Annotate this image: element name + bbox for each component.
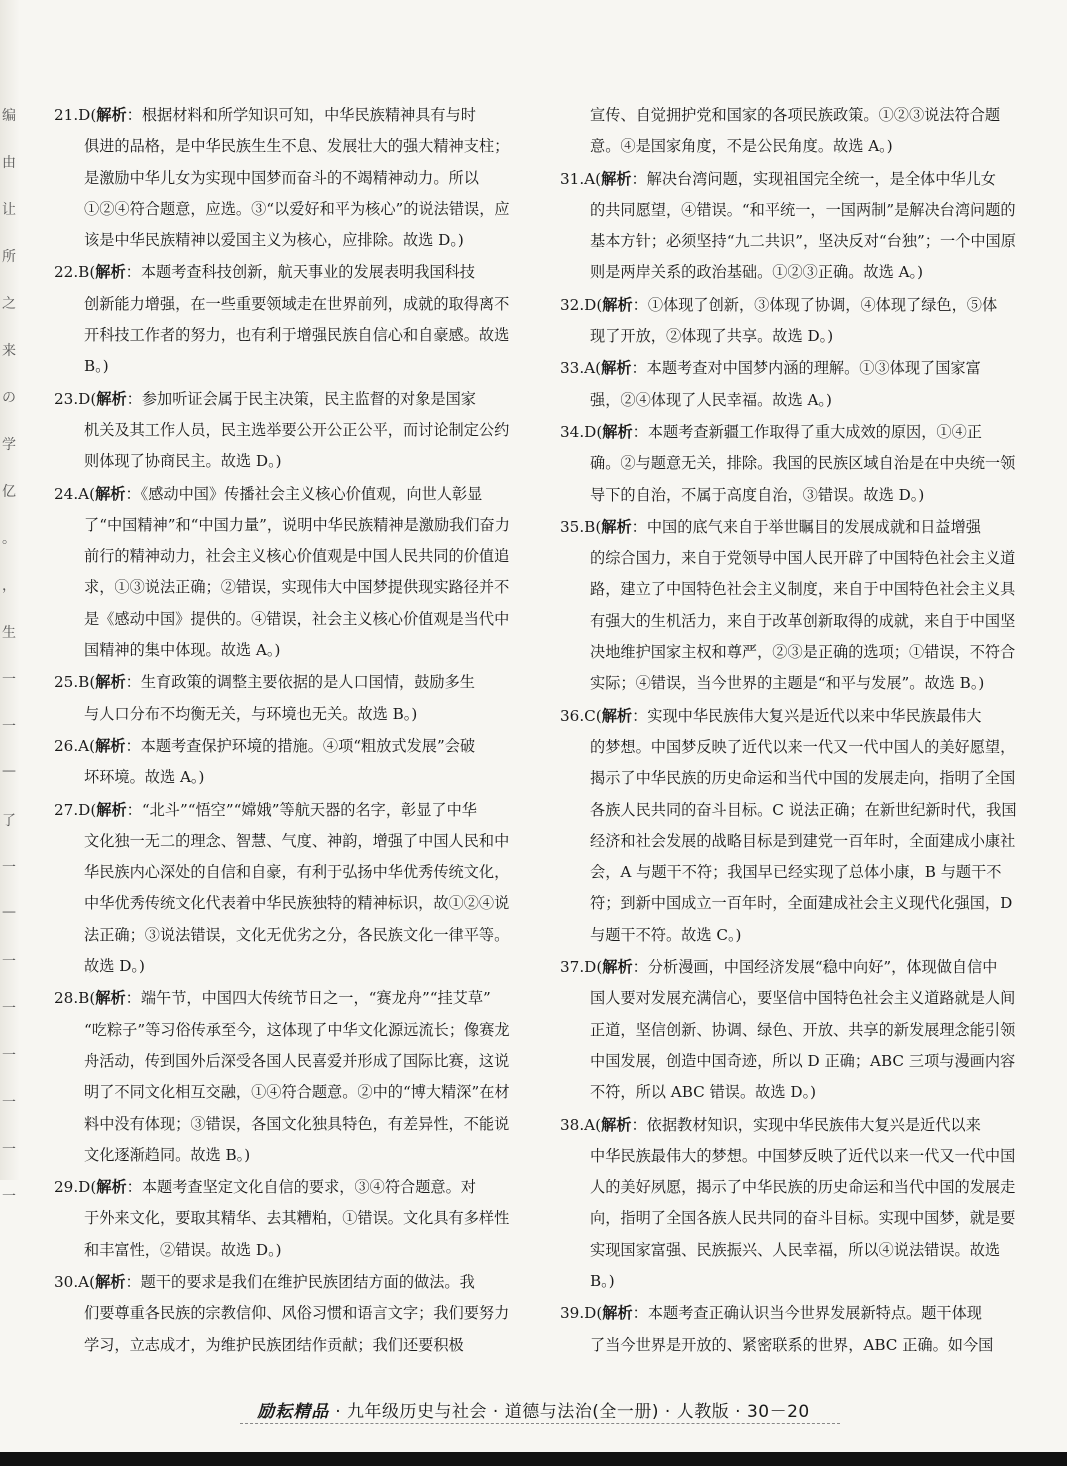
- question-number: 35.: [560, 517, 585, 536]
- footer-page-number: 30－20: [746, 1402, 810, 1422]
- edge-glyph: 一: [2, 1095, 16, 1111]
- analysis-text-continued: 的综合国力，来自于党领导中国人民开辟了中国特色社会主义道路，建立了中国特色社会主义制度，来自于中国特色社会主义具有强大的生机活力，来自于改革创新取得的成就，来自于中国坚决地维护国家主权和尊严，②③是正确的选项；①错误，不符合实际；④错误，当今世界的主题是“和平与发展”。故选 B。): [590, 549, 1016, 693]
- answer-item: [560, 701, 1022, 951]
- edge-glyph: 由: [2, 155, 16, 171]
- answer-item-first-line: [54, 100, 516, 131]
- question-number: 31.: [560, 169, 585, 188]
- analysis-text-continued: 了“中国精神”和“中国力量”，说明中华民族精神是激励我们奋力前行的精神动力，社会主义核心价值观是中国人民共同的价值追求，①③说法正确；②错误，实现伟大中国梦提供现实路径并不是《感动中国》提供的。④错误，社会主义核心价值观是当代中国精神的集中体现。故选 A。): [84, 515, 510, 660]
- analysis-text-lead: ：参加听证会属于民主决策，民主监督的对象是国家: [126, 389, 476, 408]
- edge-glyph: 一: [2, 719, 16, 735]
- analysis-text-lead: ：本题考查保护环境的措施。④项“粗放式发展”会破: [125, 736, 476, 755]
- edge-glyph: 一: [2, 1142, 16, 1158]
- answer-choice: A(: [78, 484, 96, 503]
- answer-item: [560, 1298, 1022, 1361]
- answer-item: [54, 983, 516, 1171]
- analysis-text-continued: 的共同愿望，④错误。“和平统一，一国两制”是解决台湾问题的基本方针；必须坚持“九二共识”，坚决反对“台独”；一个中国原则是两岸关系的政治基础。①②③正确。故选 A。): [590, 200, 1016, 282]
- analysis-label: 解析: [96, 106, 127, 124]
- analysis-text-lead: ：题干的要求是我们在维护民族团结方面的做法。我: [125, 1272, 475, 1291]
- analysis-text-continued: 们要尊重各民族的宗教信仰、风俗习惯和语言文字；我们要努力学习，立志成才，为维护民族团结作贡献；我们还要积极: [84, 1304, 510, 1354]
- question-number: 39.: [560, 1304, 585, 1323]
- analysis-label: 解析: [602, 1304, 633, 1323]
- analysis-label: 解析: [96, 800, 127, 819]
- answer-item-first-line: [54, 667, 516, 698]
- answer-item: [560, 100, 1022, 163]
- footer-brand: 励耘精品: [257, 1402, 330, 1422]
- answer-item: [560, 952, 1022, 1108]
- question-number: 36.: [560, 706, 585, 725]
- analysis-label: 解析: [601, 706, 633, 725]
- analysis-text-lead: ：实现中华民族伟大复兴是近代以来中华民族最伟大: [632, 706, 982, 725]
- edge-glyph: 一: [2, 1048, 16, 1064]
- analysis-text-lead: ：分析漫画，中国经济发展“稳中向好”，体现做自信中: [632, 958, 998, 977]
- footer-divider: [240, 1423, 840, 1424]
- analysis-text-continued: 中华民族最伟大的梦想。中国梦反映了近代以来一代又一代中国人的美好夙愿，揭示了中华民族的历史命运和当代中国的发展走向，指明了全国各族人民共同的奋斗目标。实现中国梦，就是要实现国家富强、民族振兴、人民幸福，所以④说法错误。故选 B。): [590, 1146, 1016, 1290]
- answer-item-first-line: [54, 1172, 516, 1203]
- edge-glyph: —: [2, 763, 16, 779]
- question-number: 32.: [560, 295, 585, 314]
- analysis-label: 解析: [95, 484, 126, 503]
- analysis-text-continued: 俱进的品格，是中华民族生生不息、发展壮大的强大精神支柱；是激励中华儿女为实现中国梦而奋斗的不竭精神动力。所以①②④符合题意，应选。③“以爱好和平为核心”的说法错误，应该是中华民族精神以爱国主义为核心，应排除。故选 D。): [84, 137, 510, 250]
- answer-item-first-line: [54, 384, 516, 415]
- analysis-label: 解析: [95, 989, 126, 1008]
- answer-choice: D(: [584, 958, 603, 977]
- analysis-label: 解析: [96, 1178, 127, 1197]
- answer-item-first-line: [560, 353, 1022, 384]
- answer-choice: A(: [78, 736, 96, 755]
- analysis-text-lead: ：端午节，中国四大传统节日之一，“赛龙舟”“挂艾草”: [125, 989, 491, 1008]
- analysis-text-continued: 与人口分布不均衡无关，与环境也无关。故选 B。): [84, 704, 418, 723]
- edge-glyph: ，: [2, 578, 16, 594]
- analysis-label: 解析: [602, 422, 633, 441]
- question-number: 27.: [54, 800, 79, 819]
- answer-choice: A(: [584, 1115, 602, 1134]
- answer-item: [54, 1267, 516, 1361]
- analysis-text-continued: 机关及其工作人员，民主选举要公开公正公平，而讨论制定公约则体现了协商民主。故选 D。): [84, 420, 510, 471]
- edge-glyph: 生: [2, 625, 16, 641]
- analysis-label: 解析: [601, 517, 632, 536]
- edge-glyph: —: [2, 904, 16, 920]
- answer-item: [54, 100, 516, 256]
- analysis-text-lead: ：解决台湾问题，实现祖国完全统一，是全体中华儿女: [631, 169, 996, 188]
- analysis-text-lead: ：本题考查对中国梦内涵的理解。①③体现了国家富: [631, 359, 981, 378]
- analysis-text-lead: ：生育政策的调整主要依据的是人口国情，鼓励多生: [125, 673, 475, 692]
- answer-column-right: [560, 100, 1022, 1362]
- answer-item-first-line: [54, 257, 516, 288]
- answer-item-first-line: [560, 164, 1022, 195]
- answer-choice: D(: [78, 389, 97, 408]
- answer-item: [54, 731, 516, 794]
- footer-separator: ·: [335, 1402, 342, 1422]
- answer-item-first-line: [560, 417, 1022, 448]
- answer-choice: B(: [78, 989, 96, 1008]
- question-number: 37.: [560, 958, 585, 977]
- edge-glyph: 亿: [2, 484, 16, 500]
- answer-choice: B(: [78, 263, 96, 282]
- footer-separator: ·: [664, 1402, 671, 1422]
- answer-item-first-line: [54, 1267, 516, 1298]
- answer-choice: D(: [78, 1178, 97, 1197]
- edge-glyph: 一: [2, 1189, 16, 1205]
- question-number: 22.: [54, 263, 79, 282]
- analysis-label: 解析: [95, 1272, 126, 1291]
- edge-glyph: の: [2, 390, 16, 406]
- analysis-text-continued: 文化独一无二的理念、智慧、气度、神韵，增强了中国人民和中华民族内心深处的自信和自豪，有利于弘扬中华优秀传统文化，中华优秀传统文化代表着中华民族独特的精神标识，故①②④说法正确；③说法错误，文化无优劣之分，各民族文化一律平等。故选 D。): [84, 831, 510, 976]
- answer-choice: D(: [78, 800, 97, 819]
- analysis-text-continued: 确。②与题意无关，排除。我国的民族区域自治是在中央统一领导下的自治，不属于高度自治，③错误。故选 D。): [590, 454, 1016, 504]
- analysis-label: 解析: [601, 1115, 632, 1134]
- analysis-text-lead: ：本题考查坚定文化自信的要求，③④符合题意。对: [126, 1178, 476, 1197]
- answer-item: [54, 667, 516, 730]
- edge-glyph: 让: [2, 202, 16, 218]
- analysis-label: 解析: [602, 295, 633, 314]
- answer-choice: A(: [78, 1272, 96, 1291]
- question-number: 26.: [54, 736, 79, 755]
- edge-glyph: 了: [2, 813, 16, 829]
- footer-separator: ·: [492, 1402, 499, 1422]
- question-number: 38.: [560, 1115, 585, 1134]
- edge-glyph: 。: [2, 531, 16, 547]
- answer-choice: D(: [584, 295, 603, 314]
- question-number: 23.: [54, 389, 79, 408]
- answer-item-first-line: [54, 795, 516, 826]
- answer-choice: B(: [78, 673, 96, 692]
- edge-glyph: 学: [2, 437, 16, 453]
- footer-subject: 道德与法治(全一册): [504, 1402, 659, 1422]
- footer-separator: ·: [735, 1402, 742, 1422]
- analysis-label: 解析: [95, 263, 126, 282]
- answer-choice: D(: [584, 1304, 603, 1323]
- analysis-label: 解析: [602, 958, 633, 977]
- answer-item: [54, 1172, 516, 1266]
- footer-grade: 九年级历史与社会: [347, 1402, 488, 1422]
- question-number: 28.: [54, 989, 79, 1008]
- answer-item-first-line: [560, 290, 1022, 321]
- analysis-text-continued: 的梦想。中国梦反映了近代以来一代又一代中国人的美好愿望，揭示了中华民族的历史命运和当代中国的发展走向，指明了全国各族人民共同的奋斗目标。C 说法正确；在新世纪新时代，我国经济和社会发展的战略目标是到建党一百年时，全面建成小康社会，A 与题干不符；我国早已经实现了总体小康，B 与题干不符；到新中国成立一百年时，全面建成社会主义现代化强国，D 与题干不符。故选 C。): [590, 737, 1017, 944]
- analysis-label: 解析: [95, 736, 126, 755]
- analysis-label: 解析: [601, 359, 632, 378]
- analysis-text-continued: 现了开放，②体现了共享。故选 D。): [590, 327, 834, 346]
- edge-glyph: 来: [2, 343, 16, 359]
- answer-item: [560, 290, 1022, 353]
- analysis-text-continued: 了当今世界是开放的、紧密联系的世界，ABC 正确。如今国: [590, 1335, 994, 1354]
- answer-item-first-line: [54, 983, 516, 1014]
- answer-choice: B(: [584, 517, 602, 536]
- analysis-text-continued: 坏环境。故选 A。): [84, 768, 205, 787]
- edge-glyph: 所: [2, 249, 16, 265]
- answer-item: [560, 417, 1022, 511]
- analysis-text-continued: “吃粽子”等习俗传承至今，这体现了中华文化源远流长；像赛龙舟活动，传到国外后深受各国人民喜爱并形成了国际比赛，这说明了不同文化相互交融，①④符合题意。②中的“博大精深”在材料中没有体现；③错误，各国文化独具特色，有差异性，不能说文化逐渐趋同。故选 B。): [84, 1020, 510, 1164]
- analysis-text-lead: ：《感动中国》传播社会主义核心价值观，向世人彰显: [125, 484, 483, 503]
- answer-item: [54, 257, 516, 382]
- answer-item: [54, 384, 516, 478]
- analysis-text-lead: ：本题考查正确认识当今世界发展新特点。题干体现: [632, 1304, 982, 1323]
- answer-choice: A(: [584, 359, 602, 378]
- answer-item-first-line: [560, 1298, 1022, 1329]
- footer-edition: 人教版: [676, 1402, 730, 1422]
- answer-choice: D(: [78, 106, 97, 124]
- question-number: 33.: [560, 359, 585, 378]
- question-number: 25.: [54, 673, 79, 692]
- analysis-text-continued: 强，②④体现了人民幸福。故选 A。): [590, 390, 832, 409]
- analysis-label: 解析: [95, 673, 126, 692]
- analysis-text-continued: 宣传、自觉拥护党和国家的各项民族政策。①②③说法符合题意。④是国家角度，不是公民角度。故选 A。): [590, 106, 1001, 156]
- answer-item-first-line: [54, 479, 516, 510]
- question-number: 30.: [54, 1272, 79, 1291]
- page-footer: [0, 1397, 1067, 1422]
- question-number: 24.: [54, 484, 79, 503]
- answer-item-first-line: [560, 701, 1022, 732]
- bottom-edge-bar: [0, 1452, 1067, 1466]
- edge-glyph: 一: [2, 860, 16, 876]
- answer-item-first-line: [560, 512, 1022, 543]
- edge-glyph: 之: [2, 296, 16, 312]
- answer-item: [560, 164, 1022, 289]
- answer-choice: D(: [584, 422, 603, 441]
- answer-choice: A(: [584, 169, 602, 188]
- analysis-label: 解析: [96, 389, 127, 408]
- question-number: 21.: [54, 106, 79, 124]
- edge-glyph: 一: [2, 954, 16, 970]
- answer-column-left: [54, 100, 516, 1362]
- analysis-text-lead: ：本题考查新疆工作取得了重大成效的原因，①④正: [632, 422, 982, 441]
- answer-choice: C(: [584, 706, 602, 725]
- answer-item-first-line: [560, 1110, 1022, 1141]
- analysis-text-continued: 创新能力增强，在一些重要领域走在世界前列，成就的取得离不开科技工作者的努力，也有利于增强民族自信心和自豪感。故选 B。): [84, 294, 510, 376]
- answer-item: [560, 353, 1022, 416]
- analysis-text-lead: ：中国的底气来自于举世瞩目的发展成就和日益增强: [631, 517, 981, 536]
- answer-item: [560, 1110, 1022, 1298]
- analysis-text-lead: ：依据教材知识，实现中华民族伟大复兴是近代以来: [631, 1115, 981, 1134]
- answer-item-first-line: [560, 952, 1022, 983]
- edge-glyph: 一: [2, 1001, 16, 1017]
- edge-glyph: 一: [2, 672, 16, 688]
- analysis-text-continued: 国人要对发展充满信心，要坚信中国特色社会主义道路就是人间正道，坚信创新、协调、绿色、开放、共享的新发展理念能引领中国发展，创造中国奇迹，所以 D 正确；ABC 三项与漫画内容不符，所以 ABC 错误。故选 D。): [590, 989, 1016, 1102]
- answer-item: [54, 479, 516, 667]
- analysis-text-lead: ：“北斗”“悟空”“嫦娥”等航天器的名字，彰显了中华: [126, 800, 477, 819]
- analysis-text-lead: ：根据材料和所学知识可知，中华民族精神具有与时: [126, 106, 476, 124]
- analysis-label: 解析: [601, 169, 632, 188]
- analysis-text-lead: ：①体现了创新，③体现了协调，④体现了绿色，⑤体: [632, 295, 998, 314]
- analysis-text-lead: ：本题考查科技创新，航天事业的发展表明我国科技: [125, 263, 475, 282]
- analysis-text-continued: 于外来文化，要取其精华、去其糟粕，①错误。文化具有多样性和丰富性，②错误。故选 D。): [84, 1209, 510, 1259]
- answer-item: [560, 512, 1022, 700]
- question-number: 34.: [560, 422, 585, 441]
- answer-item: [54, 795, 516, 983]
- edge-glyph: 编: [2, 108, 16, 124]
- answer-item-first-line: [54, 731, 516, 762]
- question-number: 29.: [54, 1178, 79, 1197]
